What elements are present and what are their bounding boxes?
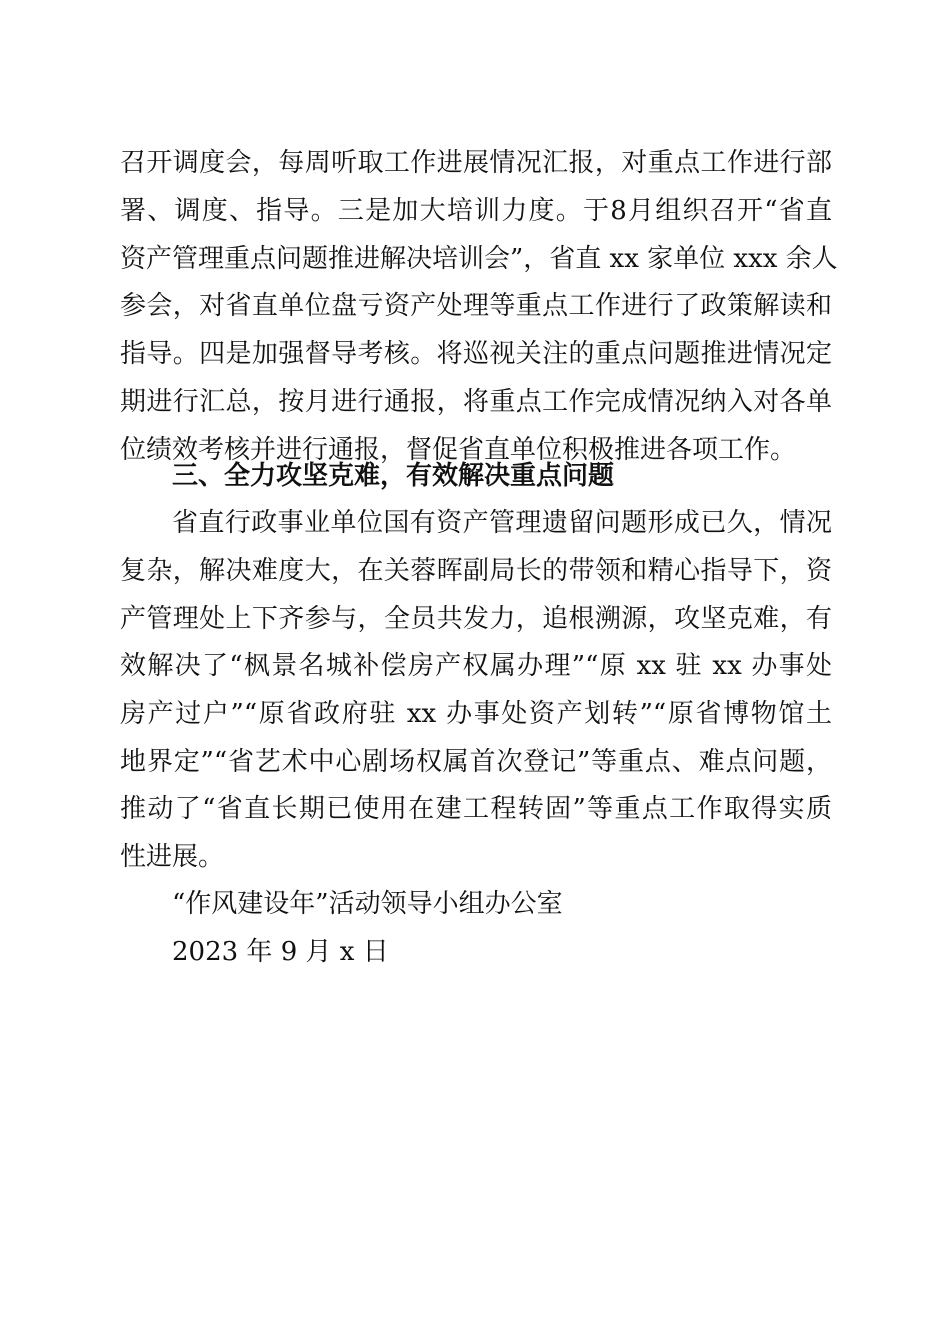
signature-date: 2023 年 9 月 x 日 <box>172 937 389 967</box>
paragraph-line: 效解决了“枫景名城补偿房产权属办理”“原 xx 驻 xx 办事处 <box>120 651 832 681</box>
paragraph-line: 推动了“省直长期已使用在建工程转固”等重点工作取得实质 <box>120 794 832 824</box>
paragraph-line: 复杂，解决难度大，在关蓉晖副局长的带领和精心指导下，资 <box>120 556 832 586</box>
paragraph-line: 召开调度会，每周听取工作进展情况汇报，对重点工作进行部 <box>120 148 832 178</box>
signature-office: “作风建设年”活动领导小组办公室 <box>172 889 563 919</box>
paragraph-line: 资产管理重点问题推进解决培训会”，省直 xx 家单位 xxx 余人 <box>120 244 838 274</box>
paragraph-line: 参会，对省直单位盘亏资产处理等重点工作进行了政策解读和 <box>120 291 832 321</box>
paragraph-line: 位绩效考核并进行通报，督促省直单位积极推进各项工作。 <box>120 435 797 465</box>
paragraph-line: 指导。四是加强督导考核。将巡视关注的重点问题推进情况定 <box>120 339 832 369</box>
paragraph-line: 性进展。 <box>120 842 225 872</box>
paragraph-line: 署、调度、指导。三是加大培训力度。于8月组织召开“省直 <box>120 196 832 226</box>
paragraph-line: 省直行政事业单位国有资产管理遗留问题形成已久，情况 <box>172 508 832 538</box>
paragraph-line: 产管理处上下齐参与，全员共发力，追根溯源，攻坚克难，有 <box>120 604 832 634</box>
paragraph-line: 期进行汇总，按月进行通报，将重点工作完成情况纳入对各单 <box>120 387 832 417</box>
section-heading: 三、全力攻坚克难，有效解决重点问题 <box>172 461 615 491</box>
paragraph-line: 房产过户”“原省政府驻 xx 办事处资产划转”“原省博物馆土 <box>120 699 832 729</box>
paragraph-line: 地界定”“省艺术中心剧场权属首次登记”等重点、难点问题， <box>120 747 832 777</box>
